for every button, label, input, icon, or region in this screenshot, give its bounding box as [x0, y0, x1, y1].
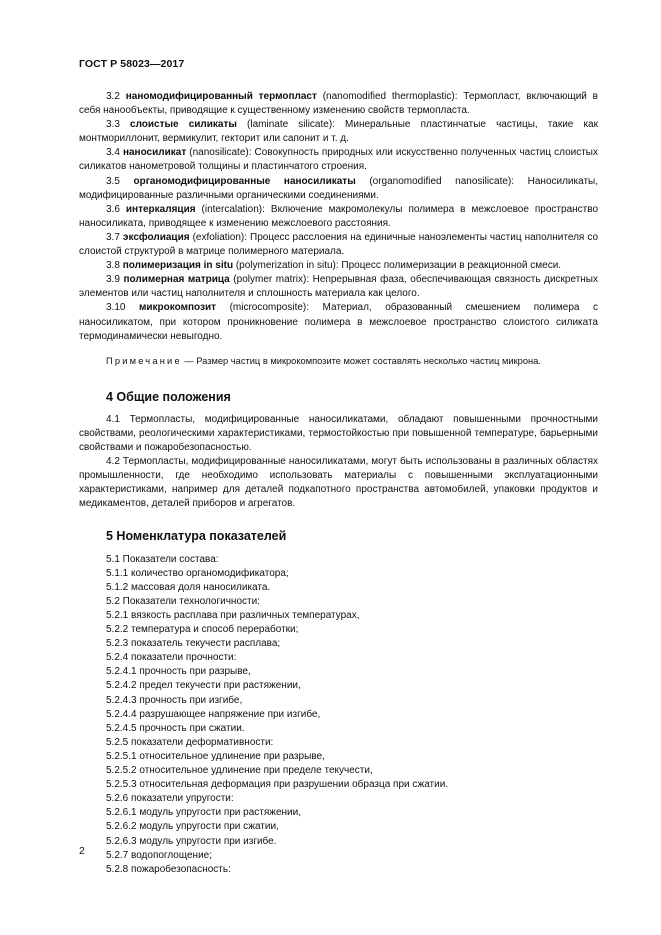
list-item: 5.2.8 пожаробезопасность:: [106, 863, 231, 875]
list-item: 5.2.5.1 относительное удлинение при разрыве,: [106, 750, 325, 762]
page-number: 2: [79, 845, 85, 857]
list-item: 5.2.3 показатель текучести расплава;: [106, 638, 281, 650]
term-entry: 3.10 микрокомпозит (microcomposite): Материал, образованный смешением полимера с наносиликатом, при котором проникновение полимера в межслоевое пространство слоистого силиката термодинамически невыгодно.: [79, 302, 599, 342]
list-item: 5.2.5 показатели деформативности:: [106, 736, 274, 748]
section-4-title: 4 Общие положения: [106, 389, 231, 404]
term-entry: 3.7 эксфолиация (exfoliation): Процесс расслоения на единичные наноэлементы частиц наполнителя со слоистой структурой в матрице полимерного материала.: [79, 231, 599, 258]
term-entry: 3.8 полимеризация in situ (polymerization in situ): Процесс полимеризации в реакционной смеси.: [106, 260, 562, 272]
indicator-list: [79, 553, 598, 877]
list-item: 5.2.6 показатели упругости:: [106, 793, 234, 805]
list-item: 5.2.2 температура и способ переработки;: [106, 624, 299, 636]
term-entry: 3.4 наносиликат (nanosilicate): Совокупность природных или искусственно полученных частиц слоистых силикатов нанометровой толщины и пластинчатого строения.: [79, 147, 598, 173]
term-entry: 3.6 интеркаляция (intercalation): Включение макромолекулы полимера в межслоевое пространство наносиликата, приводящее к изменению межслоевого расстояния.: [79, 203, 598, 229]
list-item: 5.2.1 вязкость расплава при различных температурах,: [106, 610, 360, 621]
list-item: 5.2 Показатели технологичности:: [106, 595, 260, 607]
list-item: 5.2.5.2 относительное удлинение при пределе текучести,: [106, 765, 373, 777]
document-body: [79, 90, 598, 877]
term-name: наномодифицированный термопласт: [125, 91, 317, 102]
term-name: интеркаляция: [125, 203, 196, 215]
list-item: 5.2.4.1 прочность при разрыве,: [106, 666, 251, 678]
term-entry: 3.2 наномодифицированный термопласт (nanomodified thermoplastic): Термопласт, включающий в себя нанообъекты, приводящие к существенному изменению свойств термопласта.: [79, 91, 598, 117]
term-entry: 3.9 полимерная матрица (polymer matrix): Непрерывная фаза, обеспечивающая связность дискретных элементов или частиц наполнителя и сплошность материала как целого.: [79, 274, 598, 300]
section-paragraph: 4.2 Термопласты, модифицированные наносиликатами, могут быть использованы в различных областях промышленности, где необходимо использовать материалы с повышенными эксплуатационными характеристиками, например для деталей подкапотного пространства автомобилей, упаковки продуктов и медикаментов, деталей приборов и агрегатов.: [79, 456, 598, 510]
list-item: 5.1.1 количество органомодификатора;: [106, 567, 289, 579]
term-entry: 3.5 органомодифицированные наносиликаты (organomodified nanosilicate): Наносиликаты, модифицированные различными органическими соединениями.: [79, 175, 598, 201]
list-item: 5.2.7 водопоглощение;: [106, 849, 212, 861]
term-name: наносиликат: [122, 147, 187, 159]
term-name: органомодифицированные наносиликаты: [133, 175, 356, 187]
section-5-title: 5 Номенклатура показателей: [106, 528, 287, 543]
list-item: 5.2.6.3 модуль упругости при изгибе.: [106, 835, 277, 847]
term-name: слоистые силикаты: [130, 119, 237, 131]
list-item: 5.2.6.1 модуль упругости при растяжении,: [106, 807, 301, 819]
term-entry: 3.3 слоистые силикаты (laminate silicate): Минеральные пластинчатые частицы, такие как монтмориллонит, вермикулит, гекторит или сапонит и т. д.: [79, 119, 598, 145]
terms-list: [79, 90, 598, 344]
note: [79, 354, 598, 368]
document-header: ГОСТ Р 58023—2017: [79, 58, 185, 70]
list-item: 5.2.4.4 разрушающее напряжение при изгибе,: [106, 708, 321, 720]
list-item: 5.2.4.3 прочность при изгибе,: [106, 694, 243, 706]
term-name: эксфолиация: [122, 231, 190, 243]
term-name: полимерная матрица: [123, 274, 230, 286]
term-name: микрокомпозит: [139, 302, 217, 314]
list-item: 5.2.4 показатели прочности:: [106, 652, 237, 664]
section-paragraph: 4.1 Термопласты, модифицированные наносиликатами, обладают повышенными прочностными свойствами, реологическими характеристиками, термостойкостью при повышенной температуре, барьерными свойствами и пожаробезопасностью.: [79, 413, 598, 454]
list-item: 5.2.5.3 относительная деформация при разрушении образца при сжатии.: [106, 779, 449, 791]
term-name: полимеризация in situ: [122, 260, 234, 272]
list-item: 5.1 Показатели состава:: [106, 553, 219, 565]
list-item: 5.2.6.2 модуль упругости при сжатии,: [106, 821, 279, 833]
list-item: 5.2.4.5 прочность при сжатии.: [106, 722, 245, 734]
list-item: 5.2.4.2 предел текучести при растяжении,: [106, 680, 301, 692]
note-text: — Размер частиц в микрокомпозите может составлять несколько частиц микрона.: [181, 355, 541, 366]
note-label: Примечание: [106, 355, 182, 366]
list-item: 5.1.2 массовая доля наносиликата.: [106, 581, 271, 593]
